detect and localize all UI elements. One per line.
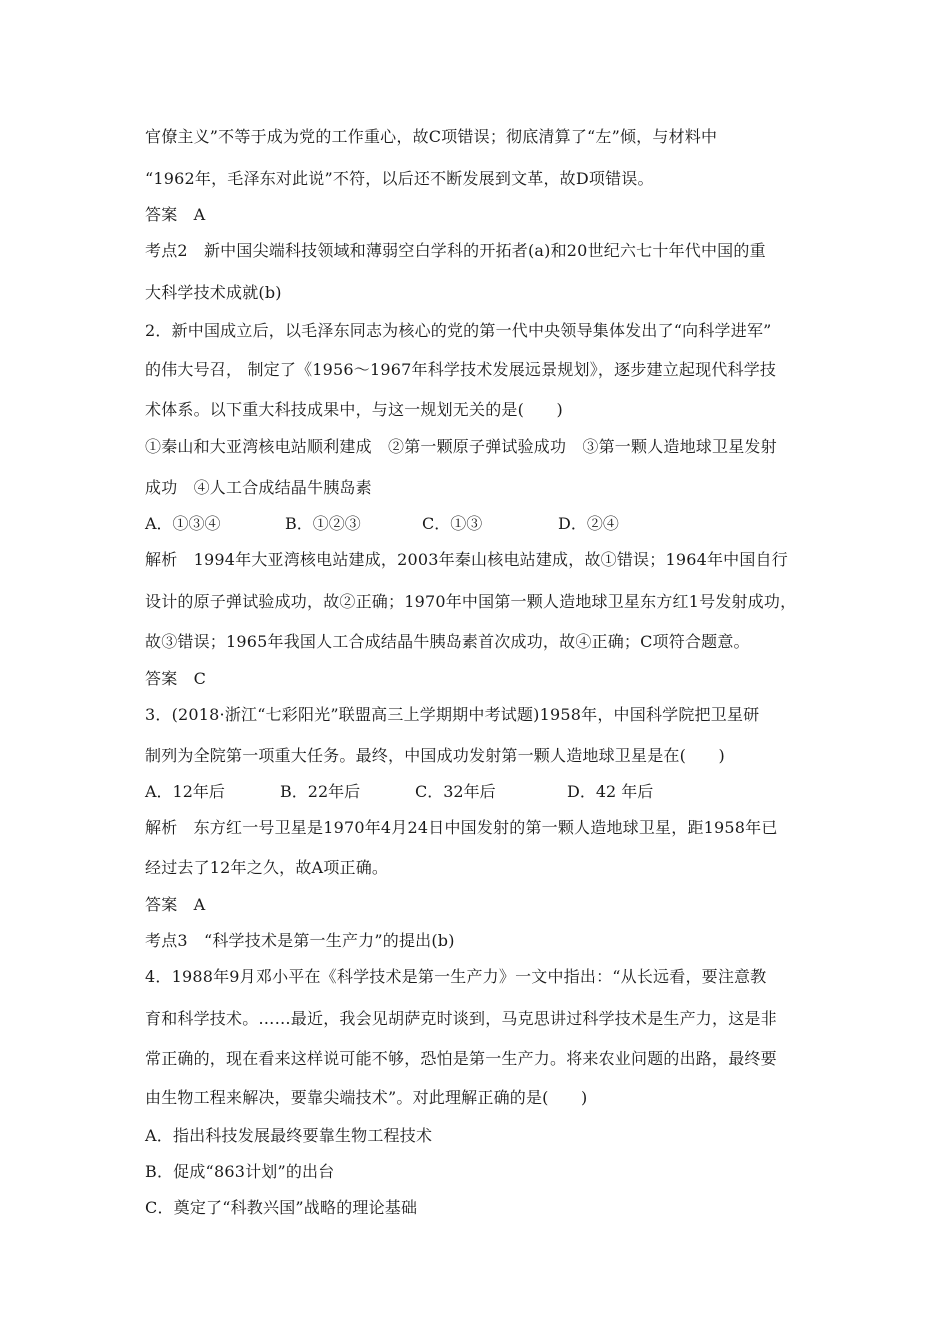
topic-heading: 考点3 “科学技术是第一生产力”的提出(b) [145, 931, 455, 950]
option-a: A．①③④ [145, 514, 221, 533]
option-a: A．12年后 [145, 782, 225, 801]
question-text: 制列为全院第一项重大任务。最终，中国成功发射第一颗人造地球卫星是在( ) [145, 746, 725, 765]
question-text: 2．新中国成立后，以毛泽东同志为核心的党的第一代中央领导集体发出了“向科学进军” [145, 321, 772, 340]
option-b: B．①②③ [285, 514, 361, 533]
question-text: 术体系。以下重大科技成果中，与这一规划无关的是( ) [145, 400, 563, 419]
question-text: 由生物工程来解决，要靠尖端技术”。对此理解正确的是( ) [145, 1088, 588, 1107]
topic-heading: 考点2 新中国尖端科技领域和薄弱空白学科的开拓者(a)和20世纪六七十年代中国的重 [145, 241, 766, 260]
analysis-text: 解析 东方红一号卫星是1970年4月24日中国发射的第一颗人造地球卫星，距1958年已 [145, 818, 778, 837]
question-text: ①秦山和大亚湾核电站顺利建成 ②第一颗原子弹试验成功 ③第一颗人造地球卫星发射 [145, 437, 777, 456]
option-c: C．32年后 [415, 782, 496, 801]
option-line: A．指出科技发展最终要靠生物工程技术 [145, 1126, 433, 1145]
option-line: B．促成“863计划”的出台 [145, 1162, 335, 1181]
analysis-text: 故③错误；1965年我国人工合成结晶牛胰岛素首次成功，故④正确；C项符合题意。 [145, 632, 750, 651]
text-line: 官僚主义”不等于成为党的工作重心，故C项错误；彻底清算了“左”倾，与材料中 [145, 127, 718, 146]
question-text: 育和科学技术。……最近，我会见胡萨克时谈到，马克思讲过科学技术是生产力，这是非 [145, 1009, 777, 1028]
answer-line: 答案 A [145, 895, 206, 914]
question-text: 常正确的，现在看来这样说可能不够，恐怕是第一生产力。将来农业问题的出路，最终要 [145, 1049, 777, 1068]
analysis-text: 经过去了12年之久，故A项正确。 [145, 858, 389, 877]
option-d: D．②④ [558, 514, 619, 533]
answer-line: 答案 C [145, 669, 207, 688]
text-line: “1962年，毛泽东对此说”不符，以后还不断发展到文革，故D项错误。 [145, 169, 654, 188]
question-text: 成功 ④人工合成结晶牛胰岛素 [145, 478, 372, 497]
option-line: C．奠定了“科教兴国”战略的理论基础 [145, 1198, 418, 1217]
analysis-text: 设计的原子弹试验成功，故②正确；1970年中国第一颗人造地球卫星东方红1号发射成功， [145, 592, 797, 611]
answer-line: 答案 A [145, 205, 206, 224]
option-b: B．22年后 [280, 782, 361, 801]
option-d: D．42 年后 [567, 782, 654, 801]
analysis-text: 解析 1994年大亚湾核电站建成，2003年秦山核电站建成，故①错误；1964年中国自行 [145, 550, 788, 569]
question-text: 3．(2018·浙江“七彩阳光”联盟高三上学期期中考试题)1958年，中国科学院把卫星研 [145, 705, 760, 724]
question-text: 的伟大号召， 制定了《1956～1967年科学技术发展远景规划》，逐步建立起现代科学技 [145, 360, 777, 379]
question-text: 4．1988年9月邓小平在《科学技术是第一生产力》一文中指出：“从长远看，要注意教 [145, 967, 767, 986]
topic-heading: 大科学技术成就(b) [145, 283, 282, 302]
option-c: C．①③ [422, 514, 483, 533]
